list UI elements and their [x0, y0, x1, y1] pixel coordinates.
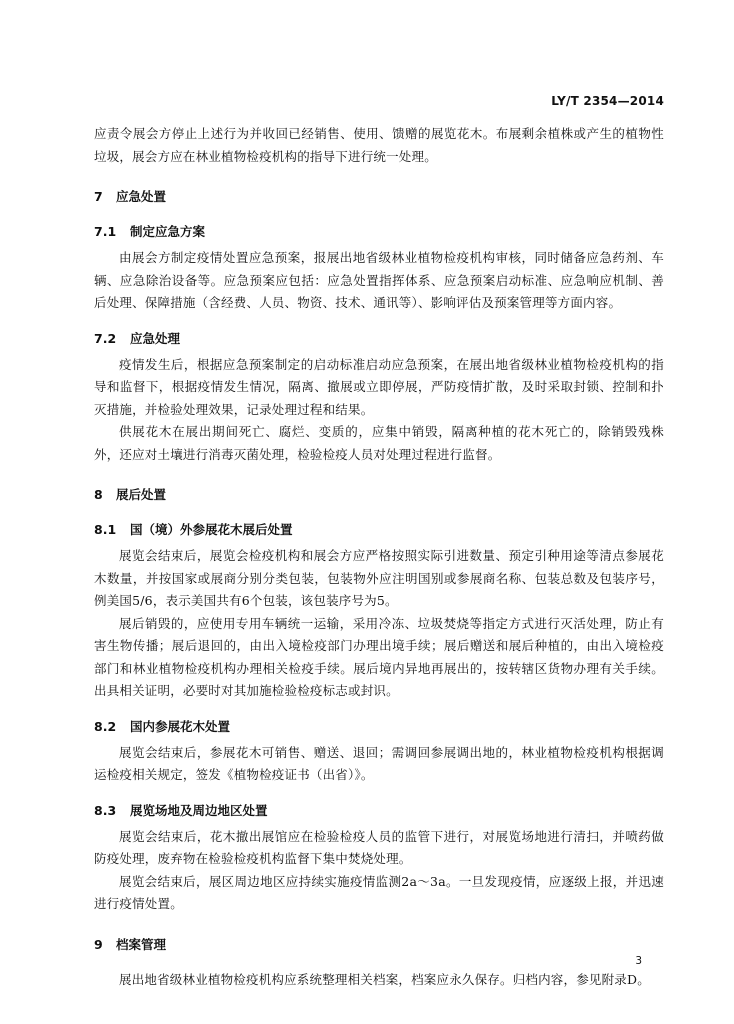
section-8-2-paragraph: 展览会结束后，参展花木可销售、赠送、退回；需调回参展调出地的，林业植物检疫机构根据调运检疫相关规定，签发《植物检疫证书（出省）》。 — [94, 744, 664, 782]
section-7-2-paragraph-1: 疫情发生后，根据应急预案制定的启动标准启动应急预案，在展出地省级林业植物检疫机构的指导和监督下，根据疫情发生情况，隔离、撤展或立即停展，严防疫情扩散，及时采取封锁、控制和扑灭措施，并检验处理效果，记录处理过程和结果。 — [94, 356, 664, 417]
section-7-1-heading: 7.1 制定应急方案 — [94, 224, 206, 239]
section-8-heading: 8 展后处置 — [94, 487, 167, 502]
section-8-2-heading: 8.2 国内参展花木处置 — [94, 718, 231, 734]
section-7-2-heading: 7.2 应急处理 — [94, 330, 181, 346]
section-8-3-heading: 8.3 展览场地及周边地区处置 — [94, 802, 268, 818]
section-8-1-heading: 8.1 国（境）外参展花木展后处置 — [94, 522, 293, 537]
section-8-3-paragraph-1: 展览会结束后，花木撤出展馆应在检验检疫人员的监管下进行，对展览场地进行清扫，并喷药做防疫处理，废弃物在检验检疫机构监督下集中焚烧处理。 — [94, 828, 664, 866]
section-8-1-paragraph-1: 展览会结束后，展览会检疫机构和展会方应严格按照实际引进数量、预定引种用途等清点参展花木数量，并按国家或展商分别分类包装，包装物外应注明国别或参展商名称、包装总数及包装序号，例美国5/6，表示美国共有6个包装，该包装序号为5。 — [94, 548, 664, 608]
section-8-1-paragraph-2: 展后销毁的，应使用专用车辆统一运输，采用冷冻、垃圾焚烧等指定方式进行灭活处理，防止有害生物传播；展后退回的，由出入境检疫部门办理出境手续；展后赠送和展后种植的，由出入境检疫部门和林业植物检疫机构办理相关检疫手续。展后境内异地再展出的，按转辖区货物办理有关手续。出具相关证明，必要时对其加施检验检疫标志或封识。 — [94, 615, 664, 698]
section-7-heading: 7 应急处置 — [94, 189, 167, 204]
section-8-3-paragraph-2: 展览会结束后，展区周边地区应持续实施疫情监测2a～3a。一旦发现疫情，应逐级上报，并迅速进行疫情处置。 — [94, 873, 664, 911]
intro-paragraph: 应责令展会方停止上述行为并收回已经销售、使用、馈赠的展览花木。布展剩余植株或产生的植物性垃圾，展会方应在林业植物检疫机构的指导下进行统一处理。 — [94, 126, 664, 164]
page-number: 3 — [635, 955, 642, 967]
section-9-paragraph: 展出地省级林业植物检疫机构应系统整理相关档案，档案应永久保存。归档内容，参见附录D。 — [119, 971, 650, 987]
section-9-heading: 9 档案管理 — [94, 936, 167, 952]
document-body — [94, 123, 664, 991]
standard-code: LY/T 2354—2014 — [551, 94, 664, 108]
section-7-1-paragraph: 由展会方制定疫情处置应急预案，报展出地省级林业植物检疫机构审核，同时储备应急药剂、车辆、应急除治设备等。应急预案应包括：应急处置指挥体系、应急预案启动标准、应急响应机制、善后处理、保障措施（含经费、人员、物资、技术、通讯等）、影响评估及预案管理等方面内容。 — [94, 250, 664, 310]
section-7-2-paragraph-2: 供展花木在展出期间死亡、腐烂、变质的，应集中销毁，隔离种植的花木死亡的，除销毁残株外，还应对土壤进行消毒灭菌处理，检验检疫人员对处理过程进行监督。 — [94, 424, 664, 462]
